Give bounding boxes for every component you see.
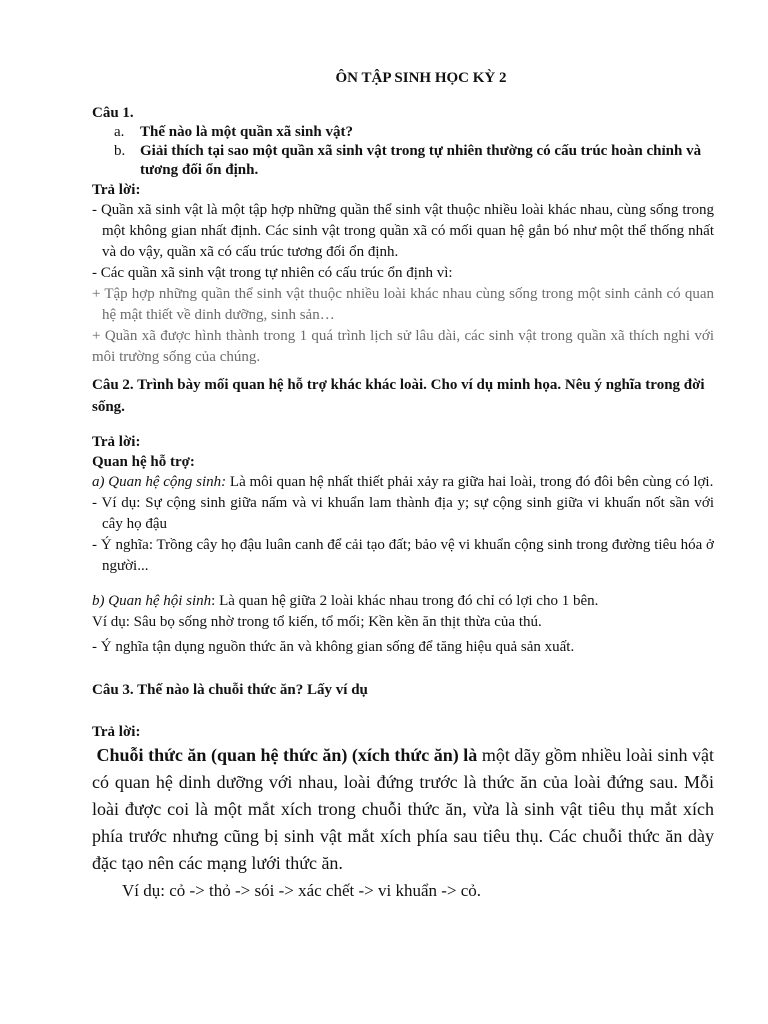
answer-paragraph bbox=[92, 472, 714, 493]
subquestion-b bbox=[114, 142, 714, 180]
example-line: Ví dụ: cỏ -> thỏ -> sói -> xác chết -> vi khuẩn -> cỏ. bbox=[122, 881, 482, 900]
question-2-heading: Câu 2. Trình bày mối quan hệ hỗ trợ khác khác loài. Cho ví dụ minh họa. Nêu ý nghĩa trong đời sống. bbox=[92, 377, 705, 415]
page-title: ÔN TẬP SINH HỌC KỲ 2 bbox=[335, 70, 507, 86]
term-definition: Là môi quan hệ nhất thiết phải xảy ra giữa hai loài, trong đó đôi bên cùng có lợi. bbox=[226, 474, 714, 490]
subquestion-a bbox=[114, 123, 714, 142]
answer-paragraph: - Các quần xã sinh vật trong tự nhiên có cấu trúc ổn định vì: bbox=[92, 265, 453, 281]
definition-term: Chuỗi thức ăn (quan hệ thức ăn) (xích thức ăn) là bbox=[96, 745, 478, 765]
question-1-subquestions bbox=[92, 123, 714, 180]
subquestion-label: a. bbox=[114, 124, 125, 140]
answer-paragraph: + Quần xã được hình thành trong 1 quá trình lịch sử lâu dài, các sinh vật trong quần xã thích nghi với môi trường sống của chúng. bbox=[92, 328, 714, 365]
answer-paragraph: - Ý nghĩa: Trồng cây họ đậu luân canh để cải tạo đất; bảo vệ vi khuẩn cộng sinh trong đường tiêu hóa ở người... bbox=[92, 537, 714, 574]
answer-paragraph bbox=[92, 591, 714, 612]
term-definition: : Là quan hệ giữa 2 loài khác nhau trong đó chỉ có lợi cho 1 bên. bbox=[211, 593, 599, 609]
answer-label: Trả lời: bbox=[92, 182, 141, 198]
answer-label: Trả lời: bbox=[92, 724, 141, 740]
document-page bbox=[92, 70, 714, 903]
answer-paragraph: - Quần xã sinh vật là một tập hợp những quần thể sinh vật thuộc nhiều loài khác nhau, cùng sống trong một không gian nhất định. Các sinh vật trong quần xã có mối quan hệ gắn bó như một thể thống nhất và do vậy, quần xã có cấu trúc tương đối ổn định. bbox=[92, 202, 714, 260]
term-commensal: a) Quan hệ cộng sinh: bbox=[92, 474, 227, 490]
answer-paragraph bbox=[92, 742, 714, 877]
answer-paragraph: - Ví dụ: Sự cộng sinh giữa nấm và vi khuẩn lam thành địa y; sự cộng sinh giữa vi khuẩn nốt sần với cây họ đậu bbox=[92, 495, 714, 532]
answer-paragraph: + Tập hợp những quần thể sinh vật thuộc nhiều loài khác nhau cùng sống trong một sinh cảnh có quan hệ mật thiết về dinh dưỡng, sinh sản… bbox=[92, 286, 714, 323]
answer-paragraph: - Ý nghĩa tận dụng nguồn thức ăn và không gian sống để tăng hiệu quả sản xuất. bbox=[92, 639, 575, 655]
subquestion-text: Giải thích tại sao một quần xã sinh vật trong tự nhiên thường có cấu trúc hoàn chỉnh và tương đối ổn định. bbox=[140, 143, 702, 178]
question-3-heading: Câu 3. Thế nào là chuỗi thức ăn? Lấy ví dụ bbox=[92, 682, 368, 698]
term-commensalism: b) Quan hệ hội sinh bbox=[92, 593, 212, 609]
section-subheading: Quan hệ hỗ trợ: bbox=[92, 454, 195, 470]
answer-paragraph: Ví dụ: Sâu bọ sống nhờ trong tổ kiến, tổ mối; Kền kền ăn thịt thừa của thú. bbox=[92, 614, 542, 630]
question-1-heading: Câu 1. bbox=[92, 105, 134, 121]
definition-text: một dãy gồm nhiều loài sinh vật có quan hệ dinh dưỡng với nhau, loài đứng trước là thức ăn của loài đứng sau. Mỗi loài được coi là một mắt xích trong chuỗi thức ăn, vừa là sinh vật tiêu thụ mắt xích phía trước nhưng cũng bị sinh vật mắt xích phía sau tiêu thụ. Các chuỗi thức ăn dày đặc tạo nên các mạng lưới thức ăn. bbox=[92, 745, 714, 873]
answer-label: Trả lời: bbox=[92, 434, 141, 450]
subquestion-text: Thế nào là một quần xã sinh vật? bbox=[140, 124, 353, 140]
subquestion-label: b. bbox=[114, 143, 126, 159]
